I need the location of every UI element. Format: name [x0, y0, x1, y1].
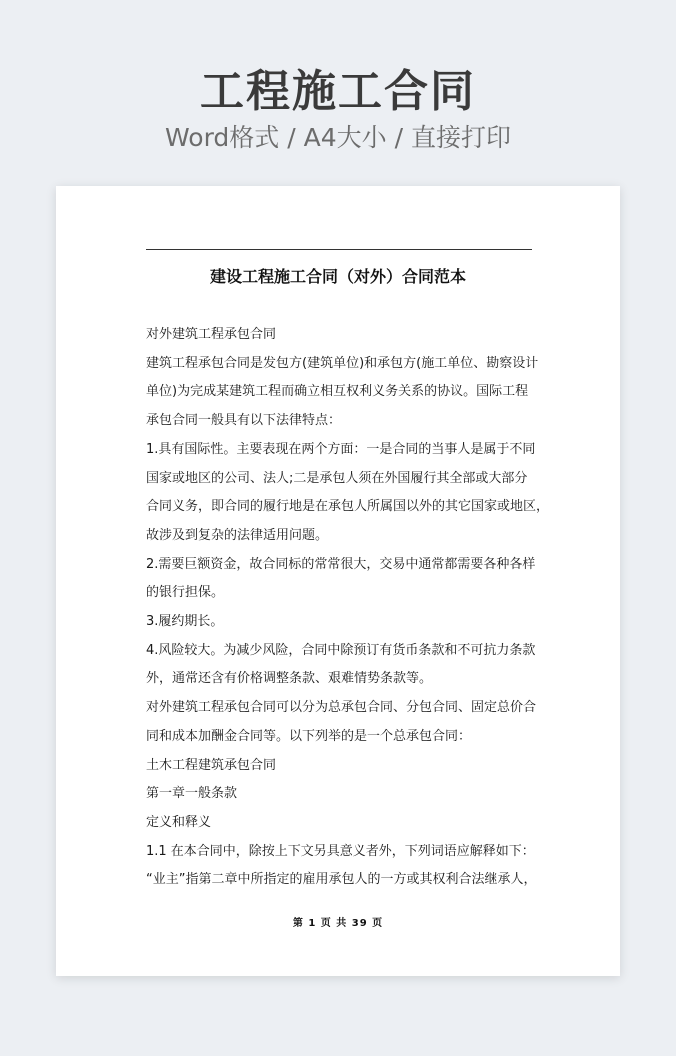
body-line: 国家或地区的公司、法人;二是承包人须在外国履行其全部或大部分 [146, 470, 528, 486]
body-line: 土木工程建筑承包合同 [146, 757, 277, 773]
banner-title: 工程施工合同 [200, 66, 476, 117]
document-title: 建设工程施工合同（对外）合同范本 [209, 267, 466, 286]
body-line: 对外建筑工程承包合同 [146, 327, 277, 342]
page-number-footer: 第 1 页 共 39 页 [292, 918, 384, 929]
body-line: 1.具有国际性。主要表现在两个方面：一是合同的当事人是属于不同 [146, 441, 536, 457]
body-line: 故涉及到复杂的法律适用问题。 [146, 527, 329, 543]
body-line: 4.风险较大。为减少风险，合同中除预订有货币条款和不可抗力条款 [146, 642, 536, 658]
body-line: 3.履约期长。 [146, 614, 224, 630]
banner-subtitle: Word格式 / A4大小 / 直接打印 [165, 123, 511, 152]
body-line: 合同义务，即合同的履行地是在承包人所属国以外的其它国家或地区， [146, 499, 550, 515]
header-rule [146, 249, 532, 250]
body-line: “业主”指第二章中所指定的雇用承包人的一方或其权利合法继承人， [146, 872, 537, 888]
body-line: 建筑工程承包合同是发包方(建筑单位)和承包方(施工单位、勘察设计 [146, 355, 539, 371]
body-line: 第一章一般条款 [146, 786, 238, 802]
body-line: 的银行担保。 [146, 585, 225, 601]
body-line: 2.需要巨额资金，故合同标的常常很大，交易中通常都需要各种各样 [146, 556, 536, 572]
document-body [146, 321, 556, 895]
body-line: 同和成本加酬金合同等。以下列举的是一个总承包合同： [146, 728, 472, 744]
body-line: 对外建筑工程承包合同可以分为总承包合同、分包合同、固定总价合 [146, 700, 537, 716]
body-line: 单位)为完成某建筑工程而确立相互权利义务关系的协议。国际工程 [146, 384, 529, 400]
body-line: 定义和释义 [146, 814, 212, 830]
body-line: 外，通常还含有价格调整条款、艰难情势条款等。 [146, 671, 433, 687]
body-line: 承包合同一般具有以下法律特点： [146, 413, 342, 429]
body-line: 1.1 在本合同中，除按上下文另具意义者外，下列词语应解释如下： [146, 843, 535, 859]
document-page [56, 186, 620, 976]
